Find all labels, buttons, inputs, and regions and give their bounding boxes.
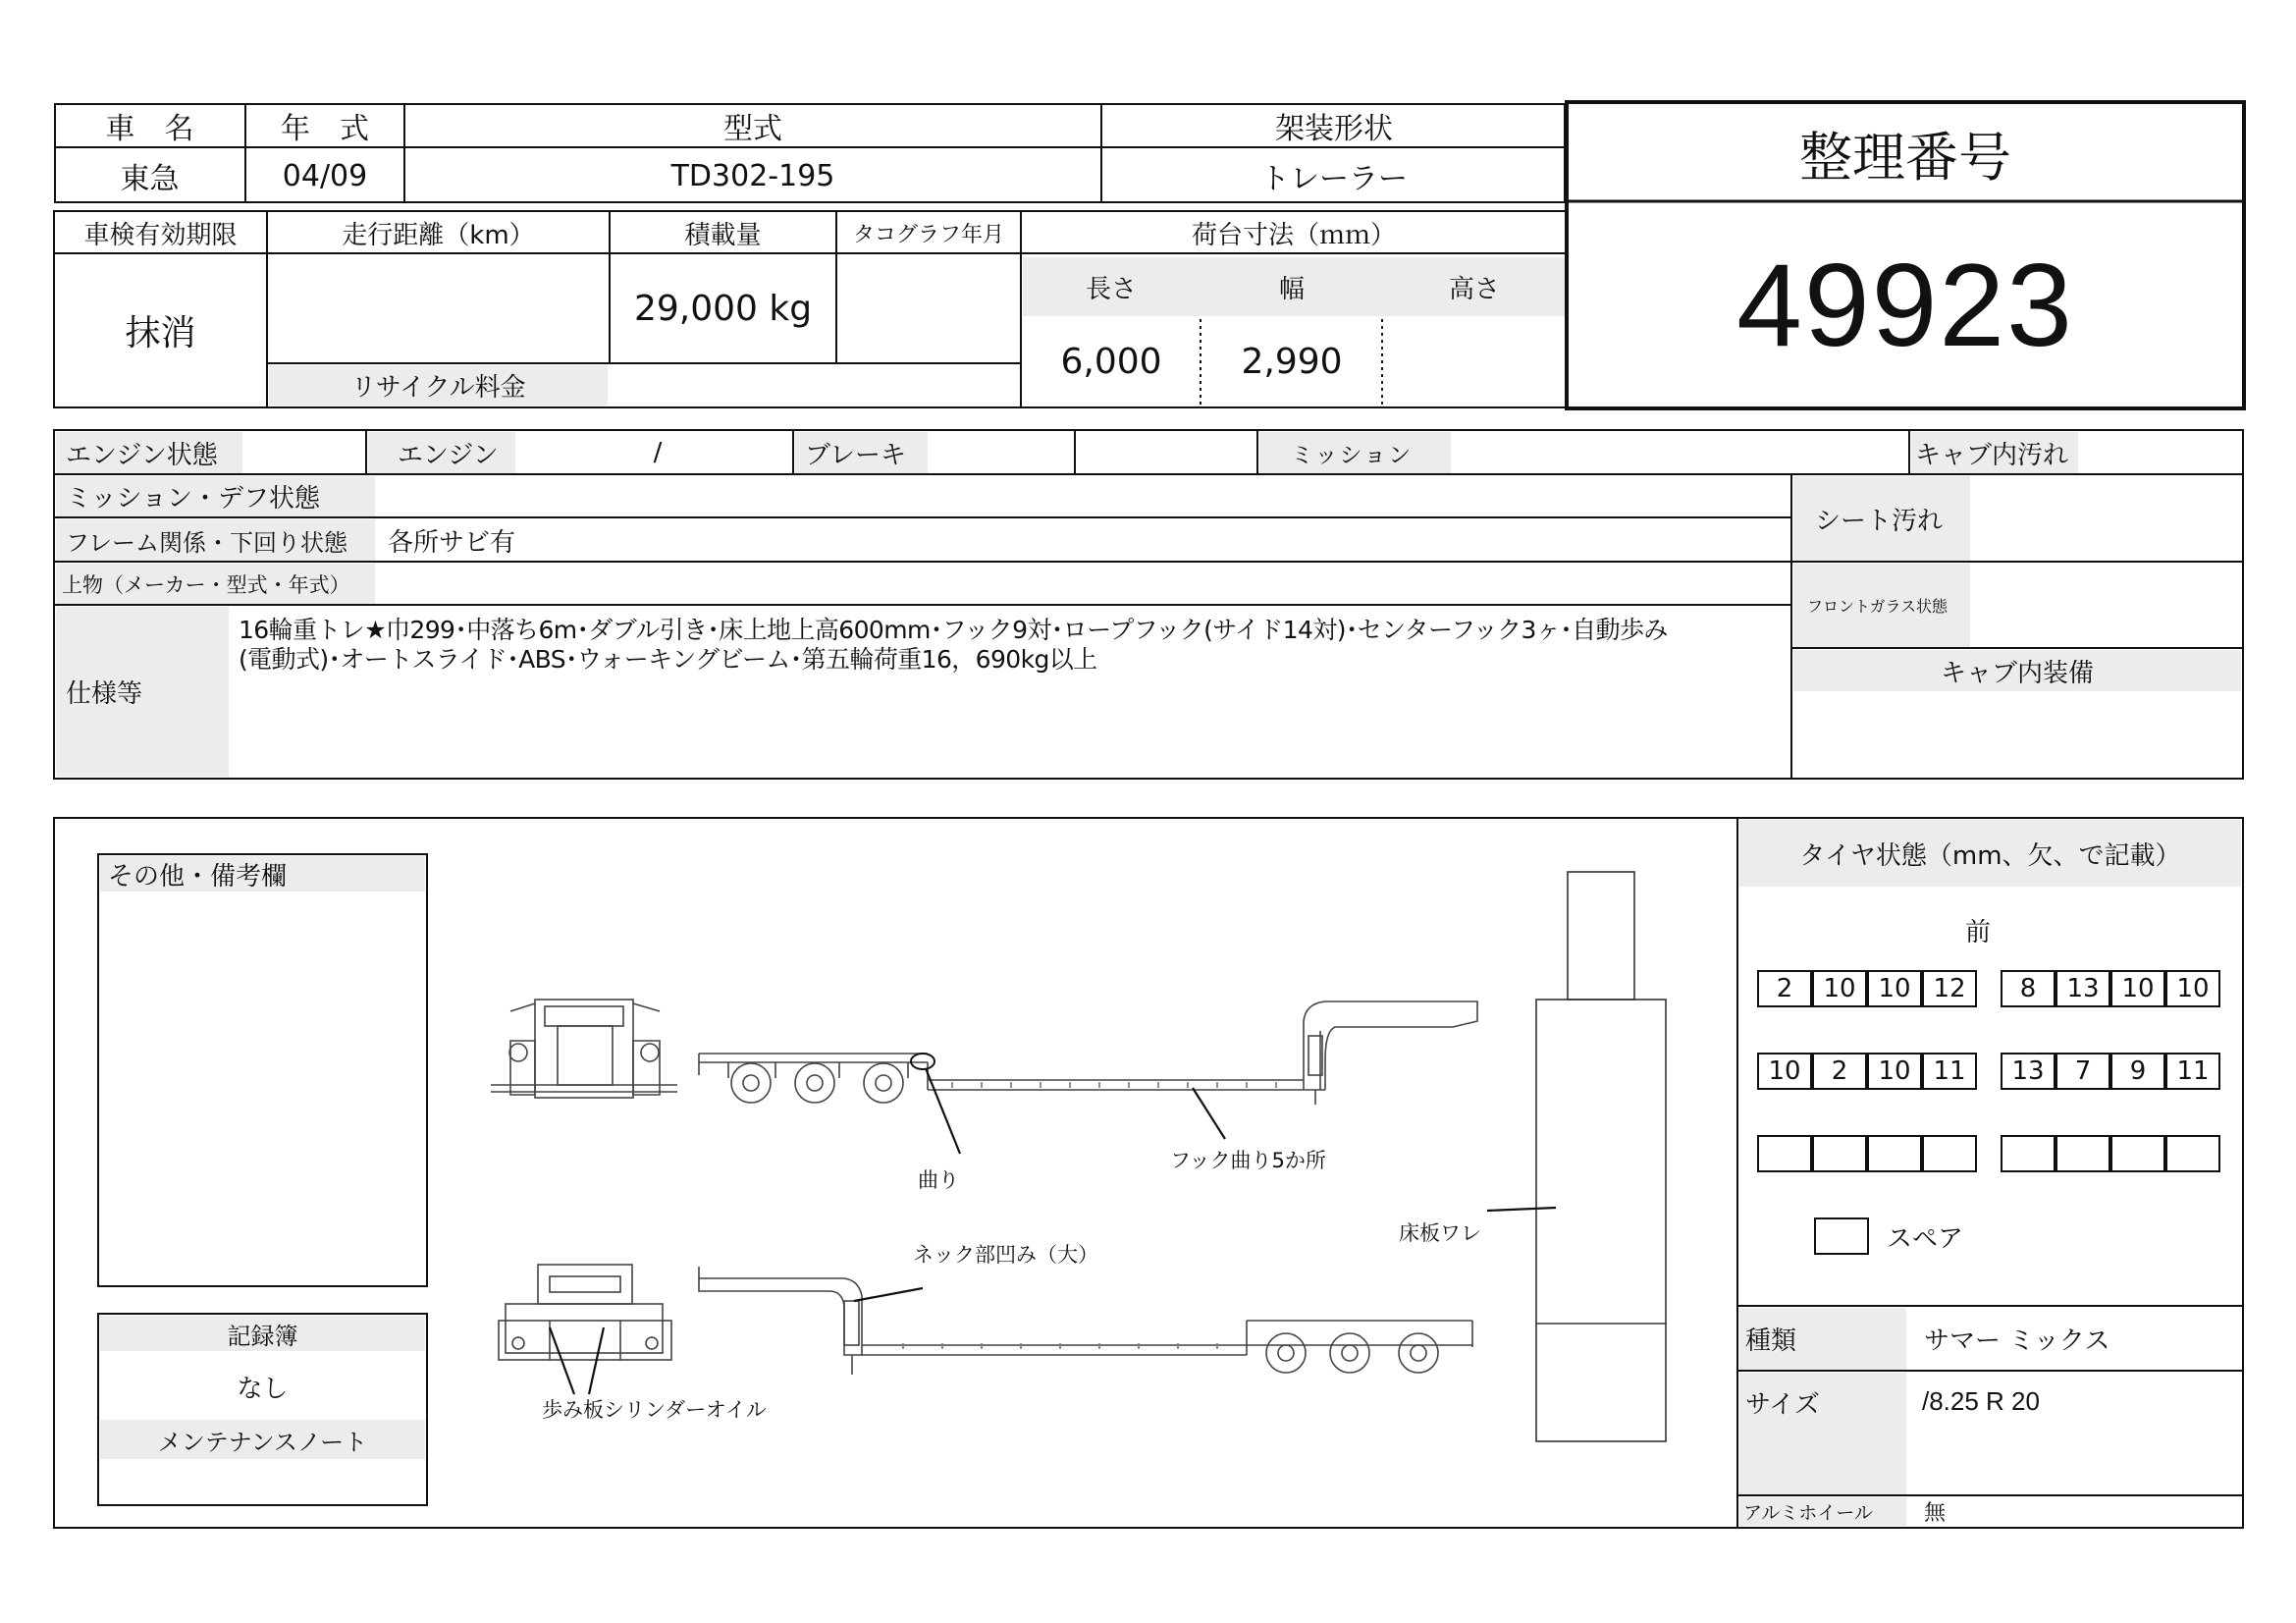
side-view-bottom [699,1267,1472,1375]
vehicle-model: TD302-195 [670,158,835,193]
tire-cell: 10 [2110,970,2165,1007]
tire-cell: 10 [1812,970,1867,1007]
tire-front-label: 前 [1964,917,1991,947]
tire-cell [2165,1135,2220,1172]
windshield-label: フロントガラス状態 [1807,597,1949,616]
tire-cell: 2 [1757,970,1812,1007]
seat-dirt-label: シート汚れ [1815,506,1944,536]
tire-cell: 10 [1867,970,1922,1007]
label-ramp-oil: 歩み板シリンダーオイル [542,1398,767,1422]
vehicle-name-header: 車 名 [105,112,194,146]
label-bend: 曲り [918,1168,959,1192]
tire-type-value: サマー ミックス [1924,1326,2110,1356]
tire-cell: 2 [1812,1053,1867,1090]
inspection-value: 抹消 [125,313,196,353]
record-value: なし [237,1374,289,1404]
load-value: 29,000 kg [633,288,813,329]
tire-cell: 11 [1922,1053,1977,1090]
frame-value: 各所サビ有 [388,527,516,558]
label-floor-crack: 床板ワレ [1399,1221,1481,1245]
frame-label: フレーム関係・下回り状態 [66,528,348,557]
cargo-width-label: 幅 [1278,274,1305,304]
label-hook-bend: フック曲り5か所 [1170,1149,1326,1172]
engine-label: エンジン [398,440,499,470]
brake-label: ブレーキ [805,440,906,470]
tire-size-value: /8.25 R 20 [1922,1386,2040,1416]
tire-cell: 8 [2001,970,2056,1007]
side-view-top [699,1001,1477,1105]
vehicle-name: 東急 [120,162,180,196]
upper-label: 上物（メーカー・型式・年式） [62,572,350,597]
tire-cell: 13 [2056,970,2110,1007]
tire-cell: 12 [1922,970,1977,1007]
tire-cell: 9 [2110,1053,2165,1090]
maintenance-label: メンテナンスノート [157,1428,368,1456]
mission-diff-label: ミッション・デフ状態 [66,484,320,514]
wheel-label: アルミホイール [1743,1502,1873,1524]
spec-label: 仕様等 [66,679,143,709]
tire-cell: 13 [2001,1053,2056,1090]
cargo-width: 2,990 [1241,341,1343,382]
cargo-length-label: 長さ [1085,274,1137,304]
record-header: 記録簿 [227,1322,298,1350]
wheel-value: 無 [1924,1501,1947,1526]
tire-cell: 10 [1757,1053,1812,1090]
tire-cell: 11 [2165,1053,2220,1090]
engine-state-label: エンジン状態 [66,440,218,470]
cab-dirt-label: キャブ内汚れ [1915,440,2069,470]
model-header: 型式 [723,112,782,146]
cargo-height-label: 高さ [1448,274,1500,304]
cargo-length: 6,000 [1060,341,1162,382]
recycle-label: リサイクル料金 [350,373,526,403]
spec-line-1: 16輪重トレ★巾299･中落ち6m･ダブル引き･床上地上高600mm･フック9対･ロープフック(サイド14対)･センターフック3ヶ･自動歩み [239,616,1668,644]
cargo-header: 荷台寸法（ｍｍ） [1191,220,1396,250]
body-header: 架装形状 [1275,112,1393,146]
tire-cell [2001,1135,2056,1172]
load-header: 積載量 [684,220,762,250]
inspection-header: 車検有効期限 [83,220,238,250]
top-view-deck [1536,872,1666,1441]
spec-line-2: (電動式)･オートスライド･ABS･ウォーキングビーム･第五輪荷重16，690kg以上 [239,645,1097,674]
cab-equip-label: キャブ内装備 [1940,658,2094,688]
tire-cell [2056,1135,2110,1172]
tire-type-label: 種類 [1745,1326,1797,1356]
tacho-header: タコグラフ年月 [852,222,1004,247]
label-neck-dent: ネック部凹み（大） [913,1243,1098,1267]
rear-view-bottom [499,1265,671,1360]
mission-label: ミッション [1291,442,1414,468]
ref-number-header: 整理番号 [1799,126,2011,189]
tire-cell: 10 [1867,1053,1922,1090]
spare-checkbox [1814,1217,1869,1255]
mileage-header: 走行距離（km） [342,220,535,250]
year-header: 年 式 [281,112,369,146]
tire-header: タイヤ状態（mm、欠、で記載） [1799,840,2181,871]
vehicle-body: トレーラー [1260,162,1408,196]
tire-cell [1922,1135,1977,1172]
tire-cell [1867,1135,1922,1172]
tire-cell: 7 [2056,1053,2110,1090]
tire-cell: 10 [2165,970,2220,1007]
tire-cell [1757,1135,1812,1172]
tire-cell [2110,1135,2165,1172]
tire-cell [1812,1135,1867,1172]
vehicle-year: 04/09 [282,158,368,193]
ref-number: 49923 [1736,240,2074,371]
spare-label: スペア [1887,1223,1964,1254]
engine-separator: / [653,438,663,467]
tire-size-label: サイズ [1745,1390,1820,1420]
remarks-header: その他・備考欄 [108,861,288,892]
rear-view-top [491,1000,677,1098]
